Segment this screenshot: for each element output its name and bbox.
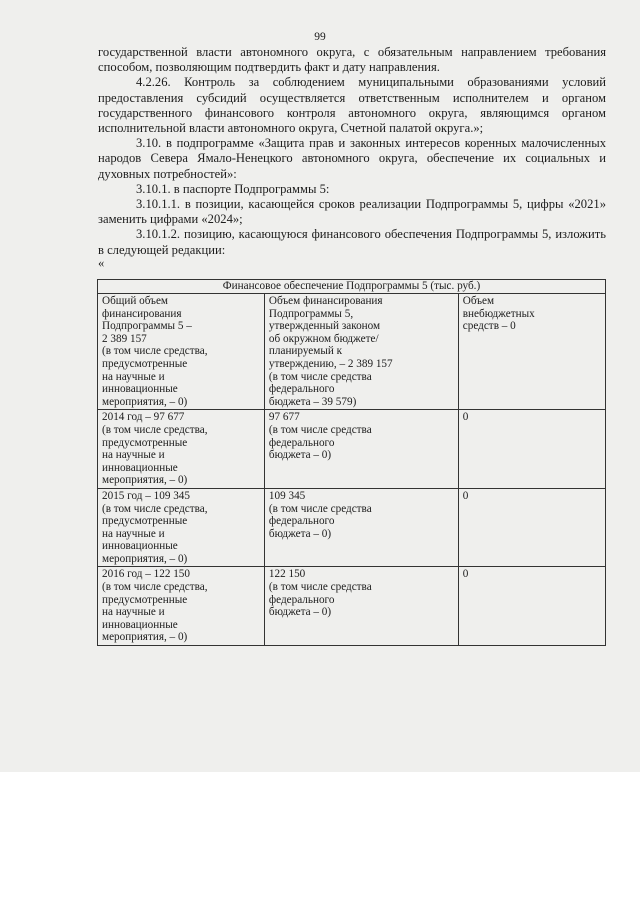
cell-text: на научные и [102, 527, 165, 540]
cell-text: мероприятия, – 0) [102, 631, 188, 644]
cell-text: внебюджетных [462, 307, 535, 320]
cell-text: на научные и [102, 606, 165, 619]
cell-text: бюджета – 0) [268, 606, 332, 619]
cell-text: (в том числе средства, [102, 581, 208, 594]
table-row [98, 488, 606, 567]
cell-text: 109 345 [268, 489, 306, 502]
cell-text: планируемый к [268, 345, 343, 358]
cell-text: (в том числе средства, [102, 423, 208, 436]
cell-offbudget [458, 567, 605, 646]
header-budget-financing [264, 294, 458, 410]
opening-quote: « [98, 255, 105, 270]
table-caption: Финансовое обеспечение Подпрограммы 5 (тыс. руб.) [98, 280, 606, 294]
cell-text: 97 677 [268, 411, 300, 424]
cell-text: мероприятия, – 0) [102, 474, 188, 487]
cell-text: 2016 год – 122 150 [102, 568, 190, 581]
cell-text: 2014 год – 97 677 [102, 411, 185, 424]
cell-text: бюджета – 0) [268, 527, 332, 540]
cell-year-total [98, 567, 265, 646]
cell-budget [264, 410, 458, 489]
header-offbudget [458, 294, 605, 410]
cell-text: Объем финансирования [268, 295, 383, 307]
cell-text: 0 [462, 411, 469, 424]
cell-text: финансирования [102, 307, 182, 320]
paragraph: 3.10.1. в паспорте Подпрограммы 5: [136, 181, 330, 196]
table-row [98, 567, 606, 646]
cell-text: мероприятия, – 0) [102, 395, 188, 408]
cell-text: бюджета – 0) [268, 449, 332, 462]
cell-text: 122 150 [268, 568, 306, 581]
paragraph: 3.10. в подпрограмме «Защита прав и законных интересов коренных малочисленных народов Севера Ямало-Ненецкого автономного округа, обеспечение их социальных и духовных потребностей»: [98, 136, 606, 181]
cell-text: об окружном бюджете/ [268, 332, 379, 345]
cell-text: бюджета – 39 579) [268, 395, 357, 408]
cell-text: Подпрограммы 5 – [102, 320, 192, 333]
cell-budget [264, 488, 458, 567]
cell-text: на научные и [102, 449, 165, 462]
page-number: 99 [314, 31, 326, 43]
cell-text: мероприятия, – 0) [102, 552, 188, 565]
cell-text: федерального [268, 383, 335, 396]
cell-text: инновационные [102, 618, 178, 631]
cell-text: (в том числе средства [268, 370, 372, 383]
cell-text: утверждению, – 2 389 157 [268, 357, 393, 370]
cell-text: 0 [462, 568, 469, 581]
paragraph: 3.10.1.1. в позиции, касающейся сроков реализации Подпрограммы 5, цифры «2021» заменить цифрами «2024»; [98, 197, 606, 227]
financing-table [97, 279, 606, 646]
cell-text: инновационные [102, 461, 178, 474]
cell-text: предусмотренные [102, 515, 188, 528]
paragraph: 3.10.1.2. позицию, касающуюся финансового обеспечения Подпрограммы 5, изложить в следующей редакции: [98, 227, 606, 257]
cell-text: (в том числе средства [268, 423, 372, 436]
paragraph: 4.2.26. Контроль за соблюдением муниципальными образованиями условий предоставления субсидий осуществляется ответственным исполнителем и органом государственного финансового контроля автономного округа, являющимся органом исполнительной власти автономного округа, Счетной палатой округа.»; [98, 75, 606, 136]
header-total-financing [98, 294, 265, 410]
cell-text: утвержденный законом [268, 320, 381, 333]
table-row [98, 410, 606, 489]
cell-text: Объем [462, 295, 495, 307]
cell-text: инновационные [102, 540, 178, 553]
cell-text: 2015 год – 109 345 [102, 489, 190, 502]
cell-text: (в том числе средства [268, 502, 372, 515]
cell-text: (в том числе средства [268, 581, 372, 594]
cell-text: инновационные [102, 383, 178, 396]
cell-text: федерального [268, 515, 335, 528]
cell-text: (в том числе средства, [102, 345, 208, 358]
cell-text: предусмотренные [102, 436, 188, 449]
cell-year-total [98, 488, 265, 567]
cell-text: Общий объем [102, 295, 168, 307]
cell-text: на научные и [102, 370, 165, 383]
body-text [98, 45, 606, 268]
paragraph: государственной власти автономного округа, с обязательным направлением требования способом, позволяющим подтвердить факт и дату направления. [98, 45, 606, 75]
cell-text: предусмотренные [102, 593, 188, 606]
cell-text: федерального [268, 436, 335, 449]
cell-text: 2 389 157 [102, 332, 147, 345]
cell-text: (в том числе средства, [102, 502, 208, 515]
cell-year-total [98, 410, 265, 489]
table-header-row [98, 294, 606, 410]
cell-text: федерального [268, 593, 335, 606]
cell-text: предусмотренные [102, 357, 188, 370]
cell-text: Подпрограммы 5, [268, 307, 354, 320]
cell-budget [264, 567, 458, 646]
cell-text: 0 [462, 489, 469, 502]
cell-offbudget [458, 488, 605, 567]
cell-offbudget [458, 410, 605, 489]
cell-text: средств – 0 [462, 320, 516, 333]
